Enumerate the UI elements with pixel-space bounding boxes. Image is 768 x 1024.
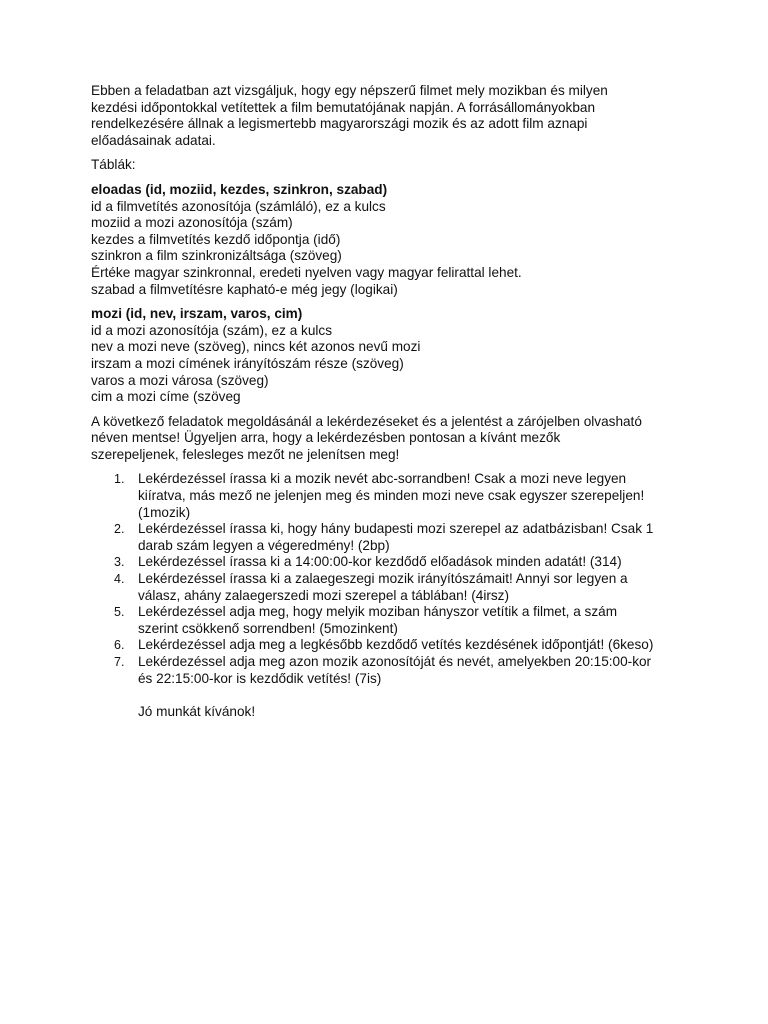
task-item	[114, 554, 691, 571]
task-item	[114, 654, 691, 687]
mozi-table-description	[91, 306, 691, 406]
mozi-field-line: cim a mozi címe (szöveg	[91, 389, 241, 405]
eloadas-field-line: moziid a mozi azonosítója (szám)	[91, 215, 293, 231]
task-number: 7.	[114, 655, 125, 669]
intro-line: kezdési időpontokkal vetítettek a film bemutatójának napján. A forrásállományokban	[91, 99, 596, 115]
eloadas-table-description	[91, 182, 691, 298]
task-item	[114, 571, 691, 604]
task-line: Lekérdezéssel írassa ki a zalaegeszegi mozik irányítószámait! Annyi sor legyen a	[138, 571, 628, 587]
mozi-field-line: id a mozi azonosítója (szám), ez a kulcs	[91, 322, 333, 338]
document-page	[91, 83, 691, 721]
task-line: (1mozik)	[138, 504, 191, 520]
instructions-paragraph	[91, 414, 691, 464]
task-line: szerint csökkenő sorrendben! (5mozinkent)	[138, 620, 398, 636]
intro-line: előadásainak adatai.	[91, 132, 216, 148]
task-number: 1.	[114, 472, 125, 487]
eloadas-table-title: eloadas (id, moziid, kezdes, szinkron, szabad)	[91, 181, 388, 197]
task-list	[91, 471, 691, 687]
task-number: 5.	[114, 605, 125, 620]
eloadas-field-line: Értéke magyar szinkronnal, eredeti nyelven vagy magyar felirattal lehet.	[91, 264, 522, 280]
task-item	[114, 604, 691, 637]
task-number: 4.	[114, 572, 125, 587]
eloadas-field-line: szabad a filmvetítésre kapható-e még jegy (logikai)	[91, 281, 398, 297]
eloadas-field-line: id a filmvetítés azonosítója (számláló), ez a kulcs	[91, 198, 386, 214]
task-line: Lekérdezéssel adja meg, hogy melyik moziban hányszor vetítik a filmet, a szám	[138, 604, 618, 620]
closing-line: Jó munkát kívánok!	[138, 704, 256, 720]
mozi-field-line: irszam a mozi címének irányítószám része (szöveg)	[91, 355, 404, 371]
task-number: 6.	[114, 638, 125, 653]
task-line: Lekérdezéssel írassa ki, hogy hány budapesti mozi szerepel az adatbázisban! Csak 1	[138, 521, 654, 537]
task-number: 3.	[114, 555, 125, 570]
mozi-field-line: varos a mozi városa (szöveg)	[91, 372, 269, 388]
instructions-line: A következő feladatok megoldásánál a lekérdezéseket és a jelentést a zárójelben olvasható	[91, 413, 642, 429]
eloadas-field-line: szinkron a film szinkronizáltsága (szöveg)	[91, 248, 342, 264]
task-item	[114, 521, 691, 554]
task-line: Lekérdezéssel adja meg a legkésőbb kezdődő vetítés kezdésének időpontját! (6keso)	[138, 637, 654, 653]
intro-line: rendelkezésére állnak a legismertebb magyarországi mozik és az adott film aznapi	[91, 116, 588, 132]
task-line: Lekérdezéssel írassa ki a 14:00:00-kor kezdődő előadások minden adatát! (314)	[138, 554, 622, 570]
task-line: Lekérdezéssel adja meg azon mozik azonosítóját és nevét, amelyekben 20:15:00-kor	[138, 654, 652, 669]
task-item	[114, 637, 691, 654]
task-line: válasz, ahány zalaegerszedi mozi szerepel a táblában! (4irsz)	[138, 587, 509, 603]
task-line: darab szám legyen a végeredmény! (2bp)	[138, 537, 390, 553]
intro-paragraph	[91, 83, 691, 149]
task-line: Lekérdezéssel írassa ki a mozik nevét abc-sorrandben! Csak a mozi neve legyen	[138, 471, 627, 487]
task-number: 2.	[114, 522, 125, 537]
instructions-line: néven mentse! Ügyeljen arra, hogy a lekérdezésben pontosan a kívánt mezők	[91, 430, 561, 446]
task-line: kiíratva, más mező ne jelenjen meg és minden mozi neve csak egyszer szerepeljen!	[138, 488, 645, 504]
task-line: és 22:15:00-kor is kezdődik vetítés! (7is)	[138, 670, 382, 686]
mozi-field-line: nev a mozi neve (szöveg), nincs két azonos nevű mozi	[91, 339, 421, 355]
eloadas-field-line: kezdes a filmvetítés kezdő időpontja (idő)	[91, 231, 341, 247]
intro-line: Ebben a feladatban azt vizsgáljuk, hogy egy népszerű filmet mely mozikban és milyen	[91, 83, 608, 98]
task-item	[114, 471, 691, 521]
instructions-line: szerepeljenek, felesleges mezőt ne jelenítsen meg!	[91, 446, 400, 462]
mozi-table-title: mozi (id, nev, irszam, varos, cim)	[91, 306, 303, 322]
tables-heading: Táblák:	[91, 157, 136, 173]
